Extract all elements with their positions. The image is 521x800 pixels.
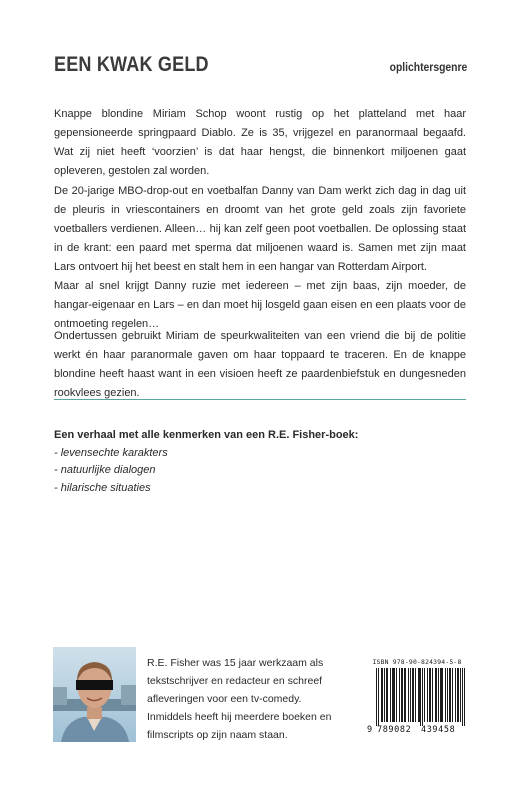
barcode-bar	[435, 668, 436, 722]
book-title: EEN KWAK GELD	[54, 53, 209, 76]
barcode-bar	[392, 668, 393, 722]
author-photo	[53, 647, 136, 742]
barcode-bar	[424, 668, 425, 722]
barcode-bar	[445, 668, 446, 722]
barcode-bar	[457, 668, 458, 722]
barcode-bar	[462, 668, 463, 726]
blurb-paragraph-2	[54, 182, 466, 334]
barcode-bar	[420, 668, 421, 726]
barcode-bar	[404, 668, 405, 722]
barcode-bar	[418, 668, 419, 722]
barcode-bar	[450, 668, 451, 722]
barcode-bar	[436, 668, 437, 722]
barcode-bar	[390, 668, 391, 722]
blurb-text: De 20-jarige MBO-drop-out en voetbalfan Danny van Dam werkt zich dag in dag uit de pleuris in vriescontainers en droomt van het grote geld zoals zijn favoriete voetballers verdienen. Alleen… hij kan zelf geen poot voetballen. De oplossing staat in de krant: een paard met sperma dat miljoenen waard is. Samen met zijn maat Lars ontvoert hij het beest en stalt hem in een hangar van Rotterdam Airport.	[54, 185, 466, 273]
barcode-bar	[464, 668, 465, 726]
divider-line	[54, 399, 466, 400]
blurb-paragraph-3	[54, 327, 466, 403]
barcode-bar	[432, 668, 433, 722]
barcode-bar	[415, 668, 416, 722]
isbn-barcode	[365, 658, 469, 734]
barcode-bar	[460, 668, 461, 722]
barcode-bar	[382, 668, 383, 722]
barcode-bar	[422, 668, 423, 726]
blurb-text: Ondertussen gebruikt Miriam de speurkwaliteiten van een vriend die bij de politie werkt én haar paranormale gaven om haar toppaard te traceren. En de knappe blondine heeft haast want in een visioen heeft ze paardenbiefstuk en dungesneden rookvlees gezien.	[54, 330, 466, 399]
barcode-digit-first: 9	[367, 725, 373, 734]
author-bio: R.E. Fisher was 15 jaar werkzaam als tekstschrijver en redacteur en schreef afleveringen voor een tv-comedy. Inmiddels heeft hij meerdere boeken en filmscripts op zijn naam staan.	[147, 657, 332, 741]
barcode-bar	[408, 668, 409, 722]
features-heading: Een verhaal met alle kenmerken van een R.E. Fisher-boek:	[54, 429, 359, 441]
barcode-bar	[442, 668, 443, 722]
feature-item: - levensechte karakters	[54, 446, 168, 459]
feature-item: - hilarische situaties	[54, 481, 151, 494]
barcode-digits-right: 439458	[421, 725, 456, 734]
blurb-paragraph-1	[54, 105, 466, 181]
barcode-bar	[429, 668, 430, 722]
barcode-bar	[402, 668, 403, 722]
barcode-bar	[381, 668, 382, 722]
author-portrait-image	[53, 647, 136, 742]
barcode-bar	[394, 668, 395, 722]
barcode-bar	[427, 668, 428, 722]
barcode-bar	[405, 668, 406, 722]
barcode-bar	[396, 668, 397, 722]
barcode-bar	[393, 668, 394, 722]
feature-item: - natuurlijke dialogen	[54, 464, 156, 476]
blurb-text: Knappe blondine Miriam Schop woont rustig op het platteland met haar gepensioneerde springpaard Diablo. Ze is 35, vrijgezel en paranormaal begaafd. Wat zij niet heeft ‘voorzien’ is dat haar hengst, die binnenkort miljoenen gaat opleveren, gestolen zal worden.	[54, 108, 466, 177]
barcode-bar	[458, 668, 459, 722]
barcode-bar	[376, 668, 377, 726]
barcode-bar	[419, 668, 420, 722]
barcode-bar	[387, 668, 388, 722]
isbn-label: ISBN 978-90-824394-5-8	[372, 658, 462, 666]
barcode-bar	[440, 668, 441, 722]
barcode-digits-left: 789082	[377, 725, 412, 734]
features-list	[54, 445, 474, 498]
barcode-bar	[452, 668, 453, 722]
blurb-text: Maar al snel krijgt Danny ruzie met iedereen – met zijn baas, zijn moeder, de hangar-eigenaar en Lars – en dan moet hij losgeld gaan eisen en een plaats voor de ontmoeting regelen…	[54, 280, 466, 330]
barcode-bar	[441, 668, 442, 722]
barcode-bar	[412, 668, 413, 722]
barcode-bar	[399, 668, 400, 722]
genre-label: oplichtersgenre	[389, 62, 467, 74]
barcode-bar	[384, 668, 385, 722]
barcode-bar	[401, 668, 402, 722]
barcode-bar	[447, 668, 448, 722]
barcode-bar	[378, 668, 379, 726]
barcode-bar	[430, 668, 431, 722]
barcode-image	[365, 666, 469, 734]
barcode-bar	[455, 668, 456, 722]
barcode-bar	[386, 668, 387, 722]
barcode-bar	[413, 668, 414, 722]
barcode-bar	[438, 668, 439, 722]
barcode-bar	[410, 668, 411, 722]
features-block	[54, 427, 474, 497]
barcode-bar	[449, 668, 450, 722]
